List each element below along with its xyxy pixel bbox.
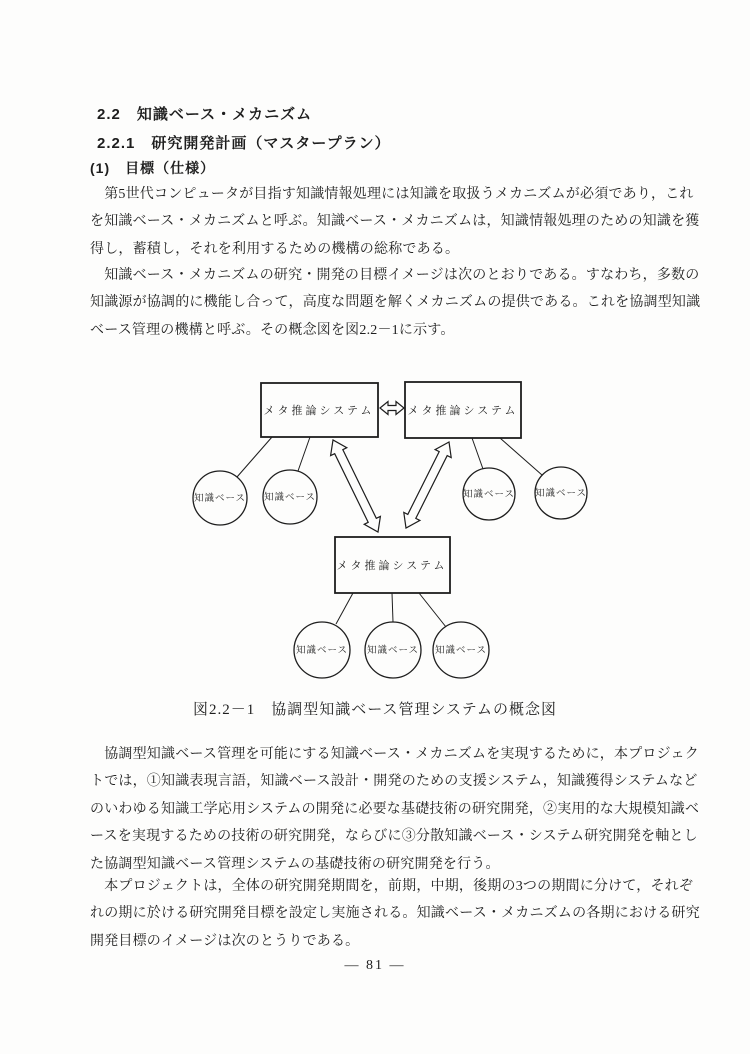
paragraph-2-line-2: 知識源が協調的に機能し合って，高度な問題を解くメカニズムの提供である。これを協調型知識 — [90, 295, 701, 311]
connector-line — [500, 438, 542, 475]
page-number: — 81 — — [344, 958, 406, 973]
kb-circle-2-label: 知識ベース — [263, 493, 317, 503]
connector-line — [472, 438, 483, 469]
paragraph-2-line-3: ベース管理の機構と呼ぶ。その概念図を図2.2－1に示す。 — [90, 322, 455, 338]
kb-circle-6-label: 知識ベース — [366, 646, 420, 656]
paragraph-2 — [90, 262, 701, 344]
item-heading: (1) 目標（仕様） — [90, 160, 216, 176]
connector-line — [336, 593, 353, 624]
kb-circle-5-label: 知識ベース — [295, 646, 349, 656]
figure-caption: 図2.2－1 協調型知識ベース管理システムの概念図 — [192, 702, 557, 718]
paragraph-3-line-4: ースを実現するための技術の研究開発，ならびに③分散知識ベース・システム研究開発を軸とし — [90, 829, 698, 845]
meta-system-box-right-label: メタ推論システム — [407, 405, 519, 417]
paragraph-3-line-2: トでは，①知識表現言語，知識ベース設計・開発のための支援システム，知識獲得システムなど — [90, 774, 698, 790]
section-heading: 2.2 知識ベース・メカニズム — [97, 106, 313, 123]
meta-system-box-left-label: メタ推論システム — [263, 405, 375, 417]
paragraph-1-line-3: 得し，蓄積し，それを利用するための機構の総称である。 — [90, 241, 460, 257]
meta-system-box-bottom-label: メタ推論システム — [336, 560, 448, 572]
kb-circle-3-label: 知識ベース — [462, 490, 516, 500]
connector-line — [419, 593, 446, 627]
paragraph-4 — [90, 873, 700, 955]
kb-circle-4-label: 知識ベース — [534, 489, 588, 499]
paragraph-1-line-1: 第5世代コンピュータが目指す知識情報処理には知識を取扱うメカニズムが必須であり，これ — [90, 187, 694, 202]
paragraph-4-line-2: れの期に於ける研究開発目標を設定し実施される。知識ベース・メカニズムの各期における研究 — [90, 906, 700, 922]
connector-line — [237, 437, 272, 477]
horizontal-double-arrow-icon — [380, 402, 404, 415]
paragraph-3-line-1: 協調型知識ベース管理を可能にする知識ベース・メカニズムを実現するために，本プロジェク — [90, 747, 699, 762]
kb-circle-1-label: 知識ベース — [193, 494, 247, 504]
kb-circle-7-label: 知識ベース — [434, 646, 488, 656]
connector-line — [392, 593, 393, 622]
connector-line — [298, 437, 310, 471]
paragraph-2-line-1: 知識ベース・メカニズムの研究・開発の目標イメージは次のとおりである。すなわち，多数の — [90, 268, 700, 283]
paragraph-4-line-1: 本プロジェクトは，全体の研究開発期間を，前期，中期，後期の3つの期間に分けて，それぞ — [90, 879, 694, 894]
paragraph-3-line-5: た協調型知識ベース管理システムの基礎技術の研究開発を行う。 — [90, 856, 500, 872]
paragraph-3 — [90, 741, 700, 878]
paragraph-1-line-2: を知識ベース・メカニズムと呼ぶ。知識ベース・メカニズムは，知識情報処理のための知識を獲 — [90, 214, 700, 230]
paragraph-4-line-3: 開発目標のイメージは次のとうりである。 — [90, 933, 360, 949]
concept-diagram — [0, 370, 750, 700]
paragraph-3-line-3: のいわゆる知識工学応用システムの開発に必要な基礎技術の研究開発，②実用的な大規模知識ベ — [90, 801, 700, 817]
subsection-heading: 2.2.1 研究開発計画（マスタープラン） — [97, 135, 391, 152]
paragraph-1 — [90, 181, 700, 263]
right-big-double-arrow-icon — [404, 442, 451, 528]
left-big-double-arrow-icon — [331, 440, 381, 532]
